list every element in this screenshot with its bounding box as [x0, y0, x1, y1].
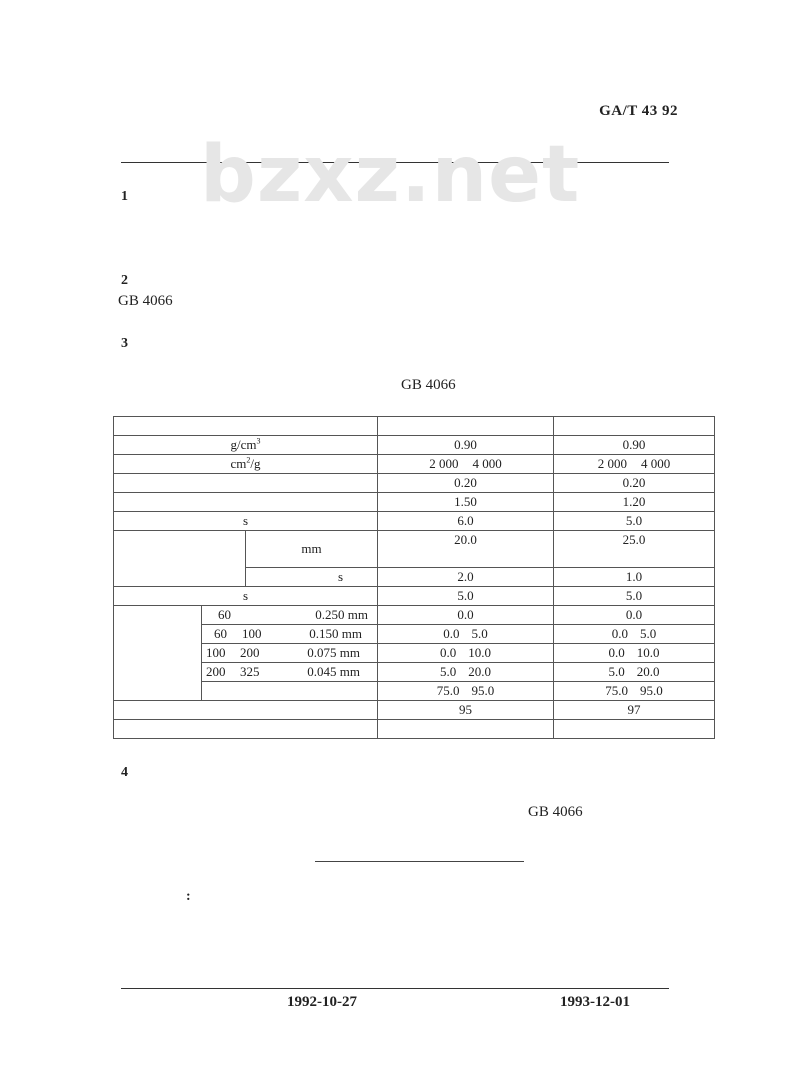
unit-suffix: /g: [250, 456, 261, 471]
table-cell: [554, 644, 715, 663]
effective-date: 1993-12-01: [560, 994, 630, 1010]
range-to: 5.0: [640, 626, 657, 641]
table-row: [114, 663, 715, 682]
table-caption: GB 4066: [401, 377, 456, 393]
table-cell: mm: [246, 531, 378, 568]
table-row: [114, 455, 715, 474]
table-cell: 20.0: [378, 531, 554, 568]
table-row: [114, 493, 715, 512]
table-cell: s: [246, 568, 378, 587]
unit-label: cm: [230, 456, 247, 471]
mesh-from: 200: [206, 664, 226, 679]
unit-label: g/cm: [230, 437, 257, 452]
table-cell: 0.20: [554, 474, 715, 493]
range-to: 4 000: [472, 456, 502, 471]
table-cell: 0.90: [378, 436, 554, 455]
table-cell: [554, 417, 715, 436]
table-cell: 1.50: [378, 493, 554, 512]
table-cell: [114, 493, 378, 512]
table-cell: [554, 663, 715, 682]
range-to: 20.0: [636, 664, 660, 679]
table-cell: 95: [378, 701, 554, 720]
table-cell: [378, 417, 554, 436]
table-cell: [378, 644, 554, 663]
range-from: 2 000: [597, 456, 627, 471]
table-cell: [114, 455, 378, 474]
table-row: [114, 436, 715, 455]
table-cell: [378, 720, 554, 739]
mesh-from: 60: [214, 626, 227, 641]
mesh-from: 60: [218, 607, 231, 622]
table-cell: [378, 663, 554, 682]
range-from: 0.0: [443, 626, 460, 641]
mesh-from: 100: [206, 645, 226, 660]
section-2-reference: GB 4066: [118, 293, 173, 309]
table-cell: 0.0: [554, 606, 715, 625]
table-row: [114, 606, 715, 625]
standard-code: GA/T 43 92: [599, 103, 678, 119]
table-cell: 5.0: [554, 587, 715, 606]
range-to: 5.0: [471, 626, 488, 641]
range-from: 2 000: [429, 456, 459, 471]
range-to: 10.0: [636, 645, 660, 660]
table-cell: [202, 606, 378, 625]
table-cell: 5.0: [554, 512, 715, 531]
table-cell: 1.0: [554, 568, 715, 587]
table-cell: [202, 682, 378, 701]
table-cell: 0.90: [554, 436, 715, 455]
issue-date: 1992-10-27: [287, 994, 357, 1010]
section-4-reference: GB 4066: [528, 804, 583, 820]
table-row: [114, 644, 715, 663]
table-cell: [554, 455, 715, 474]
table-cell: [114, 531, 246, 587]
table-cell: [554, 625, 715, 644]
unit-superscript: 2: [246, 455, 251, 465]
mesh-size: 0.075 mm: [307, 645, 360, 660]
table-cell: [554, 720, 715, 739]
table-cell: 6.0: [378, 512, 554, 531]
table-cell: 97: [554, 701, 715, 720]
table-cell: 5.0: [378, 587, 554, 606]
unit-superscript: 3: [256, 436, 261, 446]
range-from: 5.0: [608, 664, 625, 679]
footer-rule: [121, 988, 669, 989]
spec-table: [113, 416, 715, 739]
table-cell: 1.20: [554, 493, 715, 512]
range-to: 20.0: [468, 664, 491, 679]
range-to: 95.0: [640, 683, 663, 698]
table-cell: [202, 663, 378, 682]
section-2-number: 2: [121, 273, 128, 288]
signoff-colon: :: [186, 889, 191, 904]
table-cell: 0.0: [378, 606, 554, 625]
range-from: 0.0: [440, 645, 457, 660]
range-from: 75.0: [436, 683, 460, 698]
table-row: [114, 682, 715, 701]
table-row: [114, 474, 715, 493]
range-to: 95.0: [471, 683, 495, 698]
section-3-number: 3: [121, 336, 128, 351]
table-cell: [554, 682, 715, 701]
table-cell: 0.20: [378, 474, 554, 493]
table-cell: [114, 436, 378, 455]
range-from: 0.0: [608, 645, 625, 660]
table-row: [114, 720, 715, 739]
table-cell: [114, 701, 378, 720]
table-cell: [114, 417, 378, 436]
table-row: [114, 531, 715, 568]
table-cell: s: [114, 512, 378, 531]
table-row: [114, 417, 715, 436]
mesh-to: 200: [240, 645, 260, 660]
range-from: 75.0: [605, 683, 628, 698]
table-cell: [114, 606, 202, 701]
table-cell: 2.0: [378, 568, 554, 587]
range-to: 4 000: [641, 456, 671, 471]
section-1-number: 1: [121, 189, 128, 204]
table-row: [114, 625, 715, 644]
table-row: [114, 587, 715, 606]
table-cell: [378, 682, 554, 701]
table-cell: [378, 455, 554, 474]
range-from: 5.0: [440, 664, 457, 679]
range-to: 10.0: [468, 645, 491, 660]
mesh-size: 0.250 mm: [315, 607, 368, 622]
mesh-to: 100: [242, 626, 262, 641]
table-cell: [114, 474, 378, 493]
table-cell: [114, 720, 378, 739]
table-cell: [378, 625, 554, 644]
table-row: [114, 701, 715, 720]
table-cell: [202, 644, 378, 663]
watermark: bzxz.net: [200, 130, 581, 220]
section-4-number: 4: [121, 765, 128, 780]
mesh-to: 325: [240, 664, 260, 679]
signoff-rule: [315, 861, 524, 862]
range-from: 0.0: [611, 626, 628, 641]
mesh-size: 0.045 mm: [307, 664, 360, 679]
table-cell: [202, 625, 378, 644]
table-cell: s: [114, 587, 378, 606]
table-row: [114, 512, 715, 531]
mesh-size: 0.150 mm: [309, 626, 362, 641]
table-cell: 25.0: [554, 531, 715, 568]
